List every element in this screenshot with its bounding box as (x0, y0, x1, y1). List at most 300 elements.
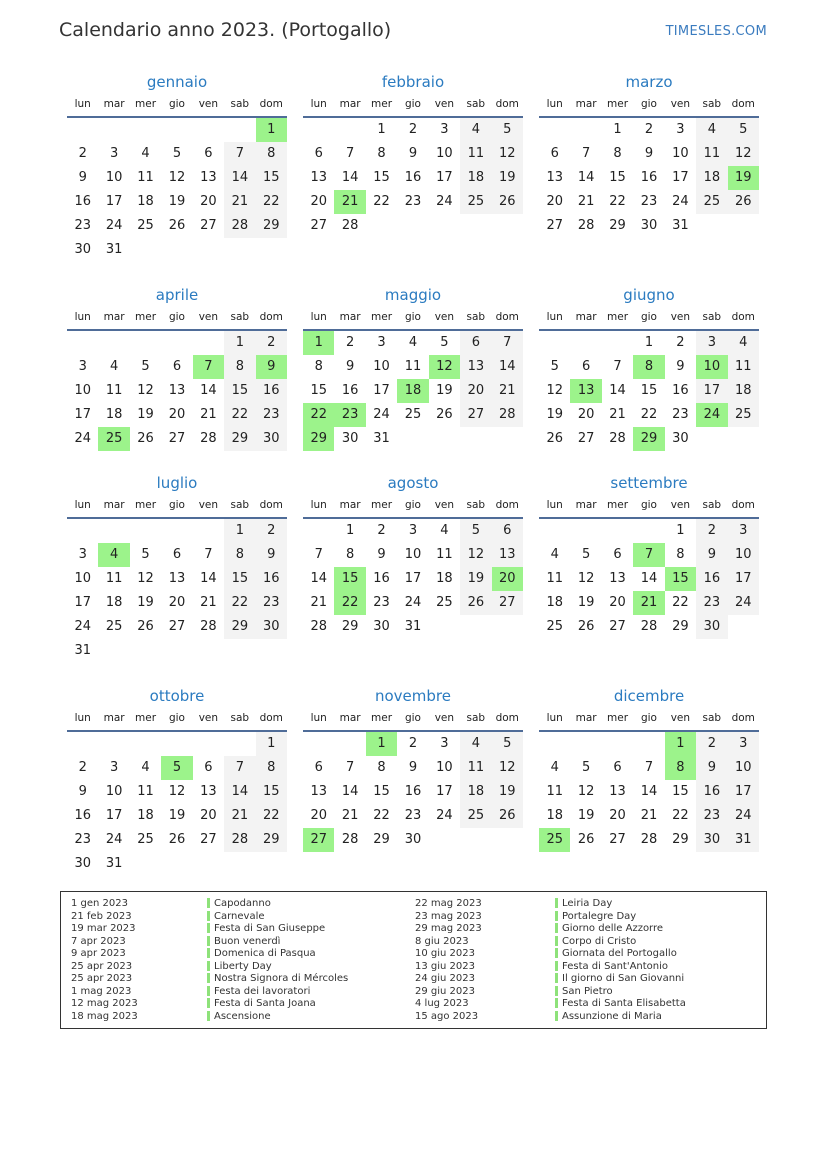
day-cell[interactable]: 26 (168, 218, 186, 233)
day-cell[interactable]: 23 (404, 808, 422, 823)
day-cell[interactable]: 21 (577, 194, 595, 209)
day-cell[interactable]: 12 (546, 383, 563, 398)
day-cell[interactable]: 19 (492, 166, 523, 190)
day-cell[interactable]: 6 (492, 519, 523, 543)
day-cell[interactable]: 2 (256, 519, 287, 543)
day-cell[interactable]: 1 (644, 335, 654, 350)
day-cell[interactable]: 30 (404, 832, 422, 847)
day-cell[interactable]: 22 (256, 804, 287, 828)
day-cell[interactable]: 23 (74, 218, 91, 233)
day-cell[interactable]: 1 (256, 732, 287, 756)
day-cell[interactable]: 19 (137, 595, 154, 610)
day-cell[interactable]: 18 (436, 571, 453, 586)
day-cell[interactable]: 22 (303, 403, 334, 427)
day-cell[interactable]: 28 (341, 832, 359, 847)
day-cell[interactable]: 22 (373, 808, 390, 823)
day-cell[interactable]: 2 (408, 736, 418, 751)
day-cell[interactable]: 11 (460, 142, 491, 166)
day-cell[interactable]: 29 (373, 832, 390, 847)
day-cell[interactable]: 26 (436, 407, 453, 422)
day-cell[interactable]: 26 (137, 431, 154, 446)
day-cell[interactable]: 23 (256, 591, 287, 615)
day-cell[interactable]: 17 (672, 170, 689, 185)
day-cell[interactable]: 12 (137, 383, 154, 398)
day-cell[interactable]: 10 (74, 383, 91, 398)
day-cell[interactable]: 25 (728, 403, 759, 427)
day-cell[interactable]: 27 (168, 431, 186, 446)
day-cell[interactable]: 29 (303, 427, 334, 451)
day-cell[interactable]: 7 (224, 142, 255, 166)
day-cell[interactable]: 8 (256, 142, 287, 166)
day-cell[interactable]: 5 (440, 335, 449, 350)
day-cell[interactable]: 21 (310, 595, 327, 610)
day-cell[interactable]: 14 (200, 571, 217, 586)
day-cell[interactable]: 15 (224, 379, 255, 403)
day-cell[interactable]: 31 (672, 218, 689, 233)
day-cell[interactable]: 2 (377, 523, 386, 538)
day-cell[interactable]: 7 (644, 760, 654, 775)
day-cell[interactable]: 11 (105, 383, 123, 398)
day-cell[interactable]: 19 (577, 808, 595, 823)
day-cell[interactable]: 30 (696, 615, 727, 639)
day-cell[interactable]: 13 (546, 170, 563, 185)
day-cell[interactable]: 28 (200, 619, 217, 634)
day-cell[interactable]: 19 (728, 166, 759, 190)
day-cell[interactable]: 9 (345, 359, 355, 374)
day-cell[interactable]: 5 (460, 519, 491, 543)
day-cell[interactable]: 20 (168, 407, 186, 422)
day-cell[interactable]: 14 (609, 383, 626, 398)
day-cell[interactable]: 27 (609, 619, 626, 634)
day-cell[interactable]: 1 (676, 523, 685, 538)
day-cell[interactable]: 27 (609, 832, 626, 847)
day-cell[interactable]: 23 (256, 403, 287, 427)
day-cell[interactable]: 13 (310, 170, 327, 185)
day-cell[interactable]: 29 (256, 828, 287, 852)
day-cell[interactable]: 26 (492, 804, 523, 828)
day-cell[interactable]: 12 (168, 170, 186, 185)
day-cell[interactable]: 2 (676, 335, 685, 350)
day-cell[interactable]: 15 (310, 383, 327, 398)
day-cell[interactable]: 4 (460, 118, 491, 142)
day-cell[interactable]: 17 (728, 780, 759, 804)
day-cell[interactable]: 12 (429, 355, 460, 379)
day-cell[interactable]: 17 (74, 595, 91, 610)
day-cell[interactable]: 11 (404, 359, 422, 374)
day-cell[interactable]: 12 (168, 784, 186, 799)
day-cell[interactable]: 17 (105, 808, 123, 823)
day-cell[interactable]: 2 (78, 760, 87, 775)
day-cell[interactable]: 20 (492, 567, 523, 591)
day-cell[interactable]: 23 (404, 194, 422, 209)
day-cell[interactable]: 21 (200, 407, 217, 422)
day-cell[interactable]: 16 (373, 571, 390, 586)
day-cell[interactable]: 8 (224, 543, 255, 567)
day-cell[interactable]: 5 (581, 760, 591, 775)
day-cell[interactable]: 1 (224, 519, 255, 543)
day-cell[interactable]: 27 (310, 218, 327, 233)
day-cell[interactable]: 3 (728, 519, 759, 543)
day-cell[interactable]: 21 (633, 591, 664, 615)
day-cell[interactable]: 25 (460, 190, 491, 214)
day-cell[interactable]: 11 (546, 571, 563, 586)
day-cell[interactable]: 18 (696, 166, 727, 190)
day-cell[interactable]: 21 (609, 407, 626, 422)
day-cell[interactable]: 22 (672, 808, 689, 823)
day-cell[interactable]: 24 (436, 194, 453, 209)
day-cell[interactable]: 21 (200, 595, 217, 610)
day-cell[interactable]: 4 (550, 547, 559, 562)
day-cell[interactable]: 28 (200, 431, 217, 446)
day-cell[interactable]: 21 (492, 379, 523, 403)
day-cell[interactable]: 11 (436, 547, 453, 562)
day-cell[interactable]: 30 (696, 828, 727, 852)
day-cell[interactable]: 13 (492, 543, 523, 567)
day-cell[interactable]: 10 (672, 146, 689, 161)
day-cell[interactable]: 20 (168, 595, 186, 610)
day-cell[interactable]: 11 (137, 784, 154, 799)
day-cell[interactable]: 30 (341, 431, 359, 446)
day-cell[interactable]: 19 (577, 595, 595, 610)
day-cell[interactable]: 26 (137, 619, 154, 634)
day-cell[interactable]: 4 (141, 146, 150, 161)
day-cell[interactable]: 5 (728, 118, 759, 142)
day-cell[interactable]: 15 (224, 567, 255, 591)
day-cell[interactable]: 28 (609, 431, 626, 446)
day-cell[interactable]: 3 (408, 523, 418, 538)
day-cell[interactable]: 9 (676, 359, 685, 374)
day-cell[interactable]: 20 (310, 808, 327, 823)
day-cell[interactable]: 6 (460, 331, 491, 355)
day-cell[interactable]: 8 (345, 547, 355, 562)
day-cell[interactable]: 30 (373, 619, 390, 634)
day-cell[interactable]: 15 (640, 383, 658, 398)
day-cell[interactable]: 16 (256, 567, 287, 591)
day-cell[interactable]: 22 (224, 403, 255, 427)
day-cell[interactable]: 10 (404, 547, 422, 562)
day-cell[interactable]: 12 (492, 142, 523, 166)
brand-link[interactable]: TIMESLES.COM (665, 24, 767, 39)
day-cell[interactable]: 7 (224, 756, 255, 780)
day-cell[interactable]: 4 (550, 760, 559, 775)
day-cell[interactable]: 1 (256, 118, 287, 142)
day-cell[interactable]: 26 (492, 190, 523, 214)
day-cell[interactable]: 10 (105, 784, 123, 799)
day-cell[interactable]: 22 (640, 407, 658, 422)
day-cell[interactable]: 17 (436, 784, 453, 799)
day-cell[interactable]: 27 (168, 619, 186, 634)
day-cell[interactable]: 19 (460, 567, 491, 591)
day-cell[interactable]: 27 (492, 591, 523, 615)
day-cell[interactable]: 12 (460, 543, 491, 567)
day-cell[interactable]: 31 (105, 856, 123, 871)
day-cell[interactable]: 10 (74, 571, 91, 586)
day-cell[interactable]: 24 (404, 595, 422, 610)
day-cell[interactable]: 19 (546, 407, 563, 422)
day-cell[interactable]: 28 (640, 832, 658, 847)
day-cell[interactable]: 24 (436, 808, 453, 823)
day-cell[interactable]: 25 (539, 828, 570, 852)
day-cell[interactable]: 20 (200, 194, 217, 209)
day-cell[interactable]: 8 (377, 760, 386, 775)
day-cell[interactable]: 5 (141, 547, 150, 562)
day-cell[interactable]: 25 (137, 832, 154, 847)
day-cell[interactable]: 6 (550, 146, 559, 161)
day-cell[interactable]: 7 (193, 355, 224, 379)
day-cell[interactable]: 14 (224, 780, 255, 804)
day-cell[interactable]: 18 (460, 780, 491, 804)
day-cell[interactable]: 18 (546, 808, 563, 823)
day-cell[interactable]: 29 (672, 832, 689, 847)
day-cell[interactable]: 29 (256, 214, 287, 238)
day-cell[interactable]: 2 (408, 122, 418, 137)
day-cell[interactable]: 23 (373, 595, 390, 610)
day-cell[interactable]: 5 (141, 359, 150, 374)
day-cell[interactable]: 28 (310, 619, 327, 634)
day-cell[interactable]: 28 (341, 218, 359, 233)
day-cell[interactable]: 20 (609, 808, 626, 823)
day-cell[interactable]: 9 (696, 543, 727, 567)
day-cell[interactable]: 8 (377, 146, 386, 161)
day-cell[interactable]: 13 (168, 383, 186, 398)
day-cell[interactable]: 5 (550, 359, 559, 374)
day-cell[interactable]: 24 (373, 407, 390, 422)
day-cell[interactable]: 29 (633, 427, 664, 451)
day-cell[interactable]: 11 (546, 784, 563, 799)
day-cell[interactable]: 17 (105, 194, 123, 209)
day-cell[interactable]: 19 (436, 383, 453, 398)
day-cell[interactable]: 29 (224, 427, 255, 451)
day-cell[interactable]: 27 (577, 431, 595, 446)
day-cell[interactable]: 19 (168, 194, 186, 209)
day-cell[interactable]: 1 (613, 122, 622, 137)
day-cell[interactable]: 16 (696, 567, 727, 591)
day-cell[interactable]: 20 (577, 407, 595, 422)
day-cell[interactable]: 3 (78, 547, 87, 562)
day-cell[interactable]: 10 (696, 355, 727, 379)
day-cell[interactable]: 30 (640, 218, 658, 233)
day-cell[interactable]: 14 (310, 571, 327, 586)
day-cell[interactable]: 3 (440, 122, 449, 137)
day-cell[interactable]: 6 (314, 146, 323, 161)
day-cell[interactable]: 4 (460, 732, 491, 756)
day-cell[interactable]: 25 (98, 427, 129, 451)
day-cell[interactable]: 17 (436, 170, 453, 185)
day-cell[interactable]: 10 (105, 170, 123, 185)
day-cell[interactable]: 17 (728, 567, 759, 591)
day-cell[interactable]: 24 (74, 619, 91, 634)
day-cell[interactable]: 4 (141, 760, 150, 775)
day-cell[interactable]: 13 (460, 355, 491, 379)
day-cell[interactable]: 21 (640, 808, 658, 823)
day-cell[interactable]: 9 (78, 170, 87, 185)
day-cell[interactable]: 31 (74, 643, 91, 658)
day-cell[interactable]: 7 (492, 331, 523, 355)
day-cell[interactable]: 18 (728, 379, 759, 403)
day-cell[interactable]: 14 (341, 170, 359, 185)
day-cell[interactable]: 4 (98, 543, 129, 567)
day-cell[interactable]: 24 (105, 218, 123, 233)
day-cell[interactable]: 19 (137, 407, 154, 422)
day-cell[interactable]: 31 (404, 619, 422, 634)
day-cell[interactable]: 21 (224, 190, 255, 214)
day-cell[interactable]: 9 (644, 146, 654, 161)
day-cell[interactable]: 7 (314, 547, 323, 562)
day-cell[interactable]: 18 (546, 595, 563, 610)
day-cell[interactable]: 9 (408, 760, 418, 775)
day-cell[interactable]: 5 (492, 732, 523, 756)
day-cell[interactable]: 27 (200, 218, 217, 233)
day-cell[interactable]: 8 (633, 355, 664, 379)
day-cell[interactable]: 13 (168, 571, 186, 586)
day-cell[interactable]: 15 (672, 784, 689, 799)
day-cell[interactable]: 21 (334, 190, 365, 214)
day-cell[interactable]: 27 (460, 403, 491, 427)
day-cell[interactable]: 25 (137, 218, 154, 233)
day-cell[interactable]: 25 (460, 804, 491, 828)
day-cell[interactable]: 20 (200, 808, 217, 823)
day-cell[interactable]: 4 (109, 359, 119, 374)
day-cell[interactable]: 2 (696, 519, 727, 543)
day-cell[interactable]: 26 (577, 832, 595, 847)
day-cell[interactable]: 14 (200, 383, 217, 398)
day-cell[interactable]: 25 (436, 595, 453, 610)
day-cell[interactable]: 13 (310, 784, 327, 799)
day-cell[interactable]: 1 (377, 122, 386, 137)
day-cell[interactable]: 14 (640, 784, 658, 799)
day-cell[interactable]: 26 (546, 431, 563, 446)
day-cell[interactable]: 10 (436, 146, 453, 161)
day-cell[interactable]: 6 (613, 547, 622, 562)
day-cell[interactable]: 28 (224, 214, 255, 238)
day-cell[interactable]: 12 (492, 756, 523, 780)
day-cell[interactable]: 7 (633, 543, 664, 567)
day-cell[interactable]: 3 (696, 331, 727, 355)
day-cell[interactable]: 30 (256, 427, 287, 451)
day-cell[interactable]: 8 (314, 359, 323, 374)
day-cell[interactable]: 27 (303, 828, 334, 852)
day-cell[interactable]: 23 (696, 591, 727, 615)
day-cell[interactable]: 7 (345, 760, 355, 775)
day-cell[interactable]: 18 (105, 595, 123, 610)
day-cell[interactable]: 18 (137, 194, 154, 209)
day-cell[interactable]: 4 (728, 331, 759, 355)
day-cell[interactable]: 14 (492, 355, 523, 379)
day-cell[interactable]: 24 (74, 431, 91, 446)
day-cell[interactable]: 8 (256, 756, 287, 780)
day-cell[interactable]: 6 (172, 359, 182, 374)
day-cell[interactable]: 4 (408, 335, 418, 350)
day-cell[interactable]: 6 (581, 359, 591, 374)
day-cell[interactable]: 15 (609, 170, 626, 185)
day-cell[interactable]: 20 (546, 194, 563, 209)
day-cell[interactable]: 16 (256, 379, 287, 403)
day-cell[interactable]: 28 (224, 828, 255, 852)
day-cell[interactable]: 7 (204, 547, 213, 562)
day-cell[interactable]: 16 (404, 170, 422, 185)
day-cell[interactable]: 14 (640, 571, 658, 586)
day-cell[interactable]: 2 (644, 122, 654, 137)
day-cell[interactable]: 30 (256, 615, 287, 639)
day-cell[interactable]: 13 (609, 784, 626, 799)
day-cell[interactable]: 25 (105, 619, 123, 634)
day-cell[interactable]: 12 (577, 784, 595, 799)
day-cell[interactable]: 21 (341, 808, 359, 823)
day-cell[interactable]: 4 (440, 523, 449, 538)
day-cell[interactable]: 31 (728, 828, 759, 852)
day-cell[interactable]: 3 (109, 146, 119, 161)
day-cell[interactable]: 29 (609, 218, 626, 233)
day-cell[interactable]: 13 (570, 379, 601, 403)
day-cell[interactable]: 15 (334, 567, 365, 591)
day-cell[interactable]: 26 (577, 619, 595, 634)
day-cell[interactable]: 2 (256, 331, 287, 355)
day-cell[interactable]: 1 (665, 732, 696, 756)
day-cell[interactable]: 7 (613, 359, 622, 374)
day-cell[interactable]: 22 (373, 194, 390, 209)
day-cell[interactable]: 8 (613, 146, 622, 161)
day-cell[interactable]: 26 (460, 591, 491, 615)
day-cell[interactable]: 11 (728, 355, 759, 379)
day-cell[interactable]: 17 (404, 571, 422, 586)
day-cell[interactable]: 12 (728, 142, 759, 166)
day-cell[interactable]: 28 (577, 218, 595, 233)
day-cell[interactable]: 13 (200, 170, 217, 185)
day-cell[interactable]: 6 (204, 146, 213, 161)
day-cell[interactable]: 22 (334, 591, 365, 615)
day-cell[interactable]: 18 (460, 166, 491, 190)
day-cell[interactable]: 6 (204, 760, 213, 775)
day-cell[interactable]: 16 (74, 808, 91, 823)
day-cell[interactable]: 5 (581, 547, 591, 562)
day-cell[interactable]: 19 (492, 780, 523, 804)
day-cell[interactable]: 22 (224, 591, 255, 615)
day-cell[interactable]: 15 (256, 780, 287, 804)
day-cell[interactable]: 9 (256, 355, 287, 379)
day-cell[interactable]: 28 (492, 403, 523, 427)
day-cell[interactable]: 3 (676, 122, 685, 137)
day-cell[interactable]: 7 (581, 146, 591, 161)
day-cell[interactable]: 11 (696, 142, 727, 166)
day-cell[interactable]: 5 (492, 118, 523, 142)
day-cell[interactable]: 3 (377, 335, 386, 350)
day-cell[interactable]: 14 (577, 170, 595, 185)
day-cell[interactable]: 24 (672, 194, 689, 209)
day-cell[interactable]: 11 (105, 571, 123, 586)
day-cell[interactable]: 2 (696, 732, 727, 756)
day-cell[interactable]: 12 (577, 571, 595, 586)
day-cell[interactable]: 24 (728, 804, 759, 828)
day-cell[interactable]: 24 (728, 591, 759, 615)
day-cell[interactable]: 22 (672, 595, 689, 610)
day-cell[interactable]: 30 (74, 856, 91, 871)
day-cell[interactable]: 16 (672, 383, 689, 398)
day-cell[interactable]: 1 (224, 331, 255, 355)
day-cell[interactable]: 11 (460, 756, 491, 780)
day-cell[interactable]: 6 (172, 547, 182, 562)
day-cell[interactable]: 16 (74, 194, 91, 209)
day-cell[interactable]: 9 (377, 547, 386, 562)
day-cell[interactable]: 3 (78, 359, 87, 374)
day-cell[interactable]: 24 (105, 832, 123, 847)
day-cell[interactable]: 10 (728, 756, 759, 780)
day-cell[interactable]: 11 (137, 170, 154, 185)
day-cell[interactable]: 23 (672, 407, 689, 422)
day-cell[interactable]: 10 (728, 543, 759, 567)
day-cell[interactable]: 10 (436, 760, 453, 775)
day-cell[interactable]: 29 (224, 615, 255, 639)
day-cell[interactable]: 31 (373, 431, 390, 446)
